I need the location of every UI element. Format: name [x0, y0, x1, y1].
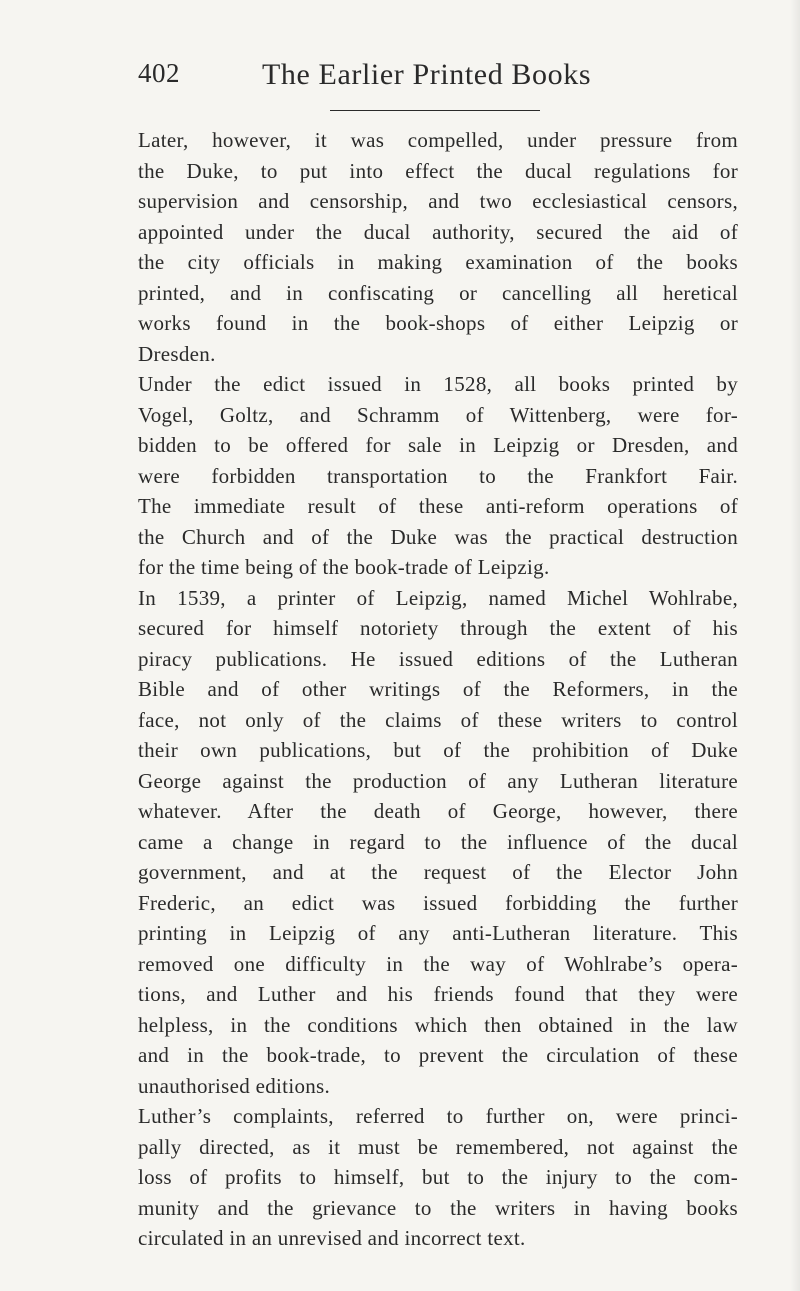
text-line: unauthorised editions.: [138, 1073, 331, 1098]
text-line: helpless, in the conditions which then obtained in the law: [138, 1012, 738, 1037]
text-line: and in the book-trade, to prevent the circulation of these: [138, 1043, 738, 1067]
text-line: the city officials in making examination of the books: [138, 250, 738, 274]
text-line: Luther’s complaints, referred to further on, were princi-: [138, 1104, 738, 1128]
text-line: In 1539, a printer of Leipzig, named Michel Wohlrabe,: [138, 585, 738, 610]
text-line: were forbidden transportation to the Frankfort Fair.: [138, 463, 738, 488]
text-line: supervision and censorship, and two ecclesiastical censors,: [138, 189, 738, 213]
text-line: Vogel, Goltz, and Schramm of Wittenberg, were for-: [138, 402, 738, 427]
text-line: munity and the grievance to the writers in having books: [138, 1195, 738, 1220]
page-number: 402: [138, 58, 180, 88]
text-line: appointed under the ducal authority, secured the aid of: [138, 219, 738, 244]
text-line: George against the production of any Lutheran literature: [138, 768, 738, 793]
text-line: Frederic, an edict was issued forbidding the further: [138, 890, 738, 915]
text-line: loss of profits to himself, but to the injury to the com-: [138, 1165, 738, 1189]
running-title: The Earlier Printed Books: [262, 58, 592, 91]
text-line: government, and at the request of the Elector John: [138, 860, 738, 884]
body-text: [138, 125, 738, 1254]
text-line: the Church and of the Duke was the practical destruction: [138, 524, 738, 549]
text-line: tions, and Luther and his friends found that they were: [138, 982, 738, 1006]
text-line: Dresden.: [138, 341, 216, 366]
text-line: pally directed, as it must be remembered, not against the: [138, 1134, 738, 1159]
text-line: Later, however, it was compelled, under pressure from: [138, 128, 738, 152]
header-rule: [330, 110, 540, 111]
text-line: whatever. After the death of George, however, there: [138, 799, 738, 823]
text-line: came a change in regard to the influence of the ducal: [138, 829, 738, 854]
page-edge-shadow: [790, 0, 800, 1291]
text-line: The immediate result of these anti-reform operations of: [138, 494, 738, 518]
text-line: the Duke, to put into effect the ducal regulations for: [138, 158, 738, 183]
text-line: piracy publications. He issued editions of the Lutheran: [138, 646, 738, 671]
text-line: for the time being of the book-trade of Leipzig.: [138, 555, 550, 579]
text-line: removed one difficulty in the way of Wohlrabe’s opera-: [138, 951, 738, 976]
page-header: [138, 58, 698, 98]
text-line: circulated in an unrevised and incorrect text.: [138, 1226, 526, 1250]
text-line: Under the edict issued in 1528, all books printed by: [138, 372, 738, 396]
text-line: secured for himself notoriety through the extent of his: [138, 616, 738, 640]
text-line: their own publications, but of the prohibition of Duke: [138, 738, 738, 762]
text-line: bidden to be offered for sale in Leipzig or Dresden, and: [138, 433, 738, 457]
text-line: face, not only of the claims of these writers to control: [138, 707, 738, 732]
text-line: Bible and of other writings of the Reformers, in the: [138, 677, 738, 701]
text-line: printed, and in confiscating or cancelling all heretical: [138, 280, 738, 305]
text-line: printing in Leipzig of any anti-Lutheran literature. This: [138, 921, 738, 945]
text-line: works found in the book-shops of either Leipzig or: [138, 311, 738, 335]
